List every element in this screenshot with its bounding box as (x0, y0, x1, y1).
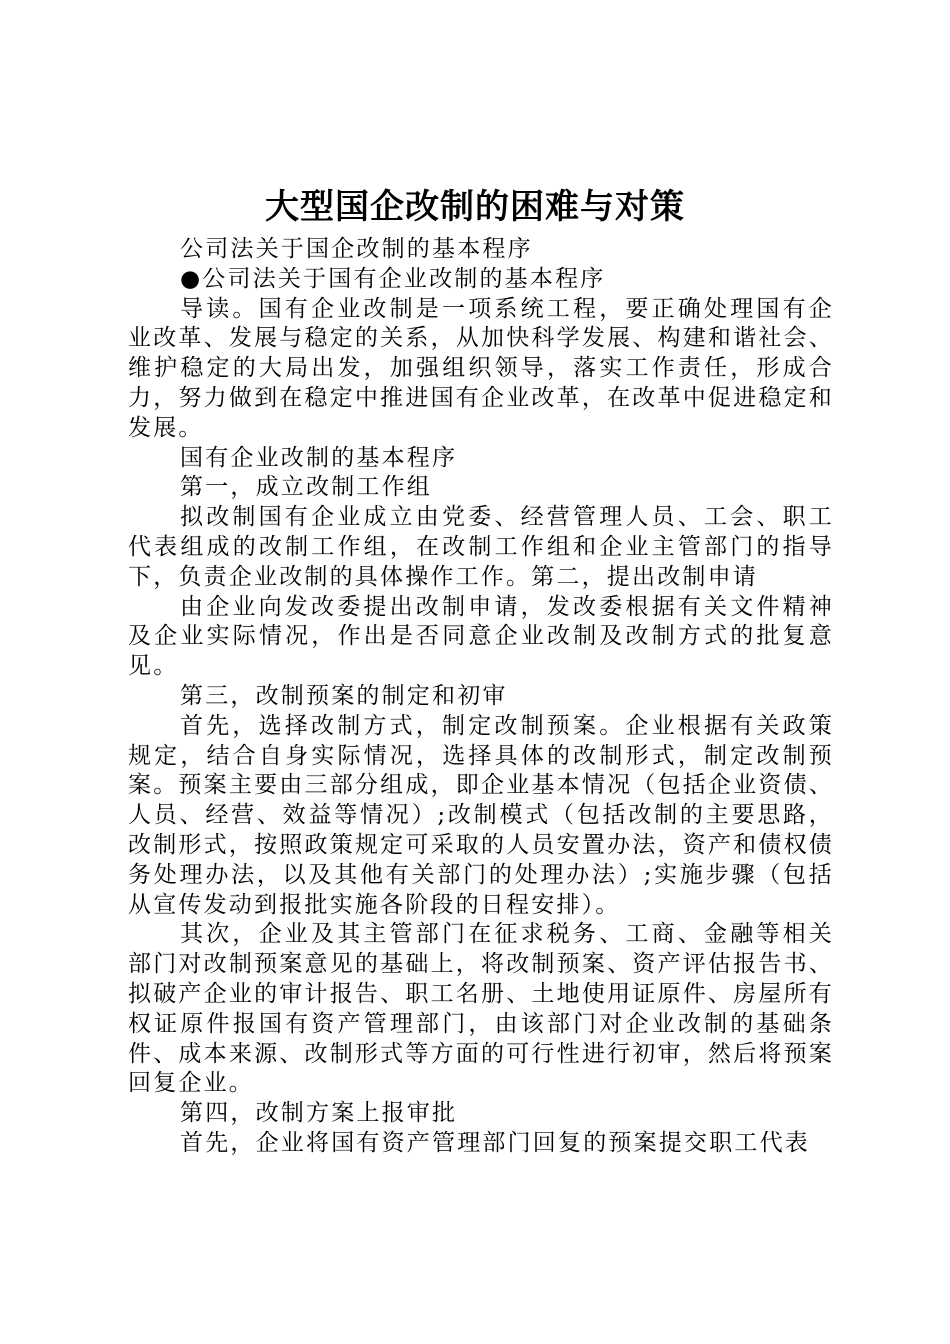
body-paragraph: 由企业向发改委提出改制申请，发改委根据有关文件精神及企业实际情况，作出是否同意企业改制及改制方式的批复意见。 (128, 593, 834, 680)
step-heading: 第一，成立改制工作组 (180, 474, 432, 501)
document-body (128, 235, 834, 1159)
intro-paragraph: 导读。国有企业改制是一项系统工程，要正确处理国有企业改革、发展与稳定的关系，从加快科学发展、构建和谐社会、维护稳定的大局出发，加强组织领导，落实工作责任，形成合力，努力做到在稳定中推进国有企业改革，在改革中促进稳定和发展。 (128, 295, 834, 441)
body-paragraph: 首先，企业将国有资产管理部门回复的预案提交职工代表 (180, 1129, 810, 1156)
bullet-heading: ●公司法关于国有企业改制的基本程序 (180, 265, 606, 292)
step-heading: 第四，改制方案上报审批 (180, 1100, 458, 1127)
body-paragraph: 其次，企业及其主管部门在征求税务、工商、金融等相关部门对改制预案意见的基础上，将改制预案、资产评估报告书、拟破产企业的审计报告、职工名册、土地使用证原件、房屋所有权证原件报国有资产管理部门，由该部门对企业改制的基础条件、成本来源、改制形式等方面的可行性进行初审，然后将预案回复企业。 (128, 921, 834, 1097)
body-paragraph: 首先，选择改制方式，制定改制预案。企业根据有关政策规定，结合自身实际情况，选择具体的改制形式，制定改制预案。预案主要由三部分组成，即企业基本情况（包括企业资债、人员、经营、效益等情况）;改制模式（包括改制的主要思路，改制形式，按照政策规定可采取的人员安置办法，资产和债权债务处理办法，以及其他有关部门的处理办法）;实施步骤（包括从宣传发动到报批实施各阶段的日程安排）。 (128, 712, 834, 918)
subtitle-line: 公司法关于国企改制的基本程序 (180, 236, 533, 262)
section-heading: 国有企业改制的基本程序 (180, 444, 458, 471)
step-heading: 第三，改制预案的制定和初审 (180, 682, 508, 709)
document-title: 大型国企改制的困难与对策 (265, 187, 685, 227)
body-paragraph: 拟改制国有企业成立由党委、经营管理人员、工会、职工代表组成的改制工作组，在改制工作组和企业主管部门的指导下，负责企业改制的具体操作工作。第二，提出改制申请 (128, 504, 834, 590)
